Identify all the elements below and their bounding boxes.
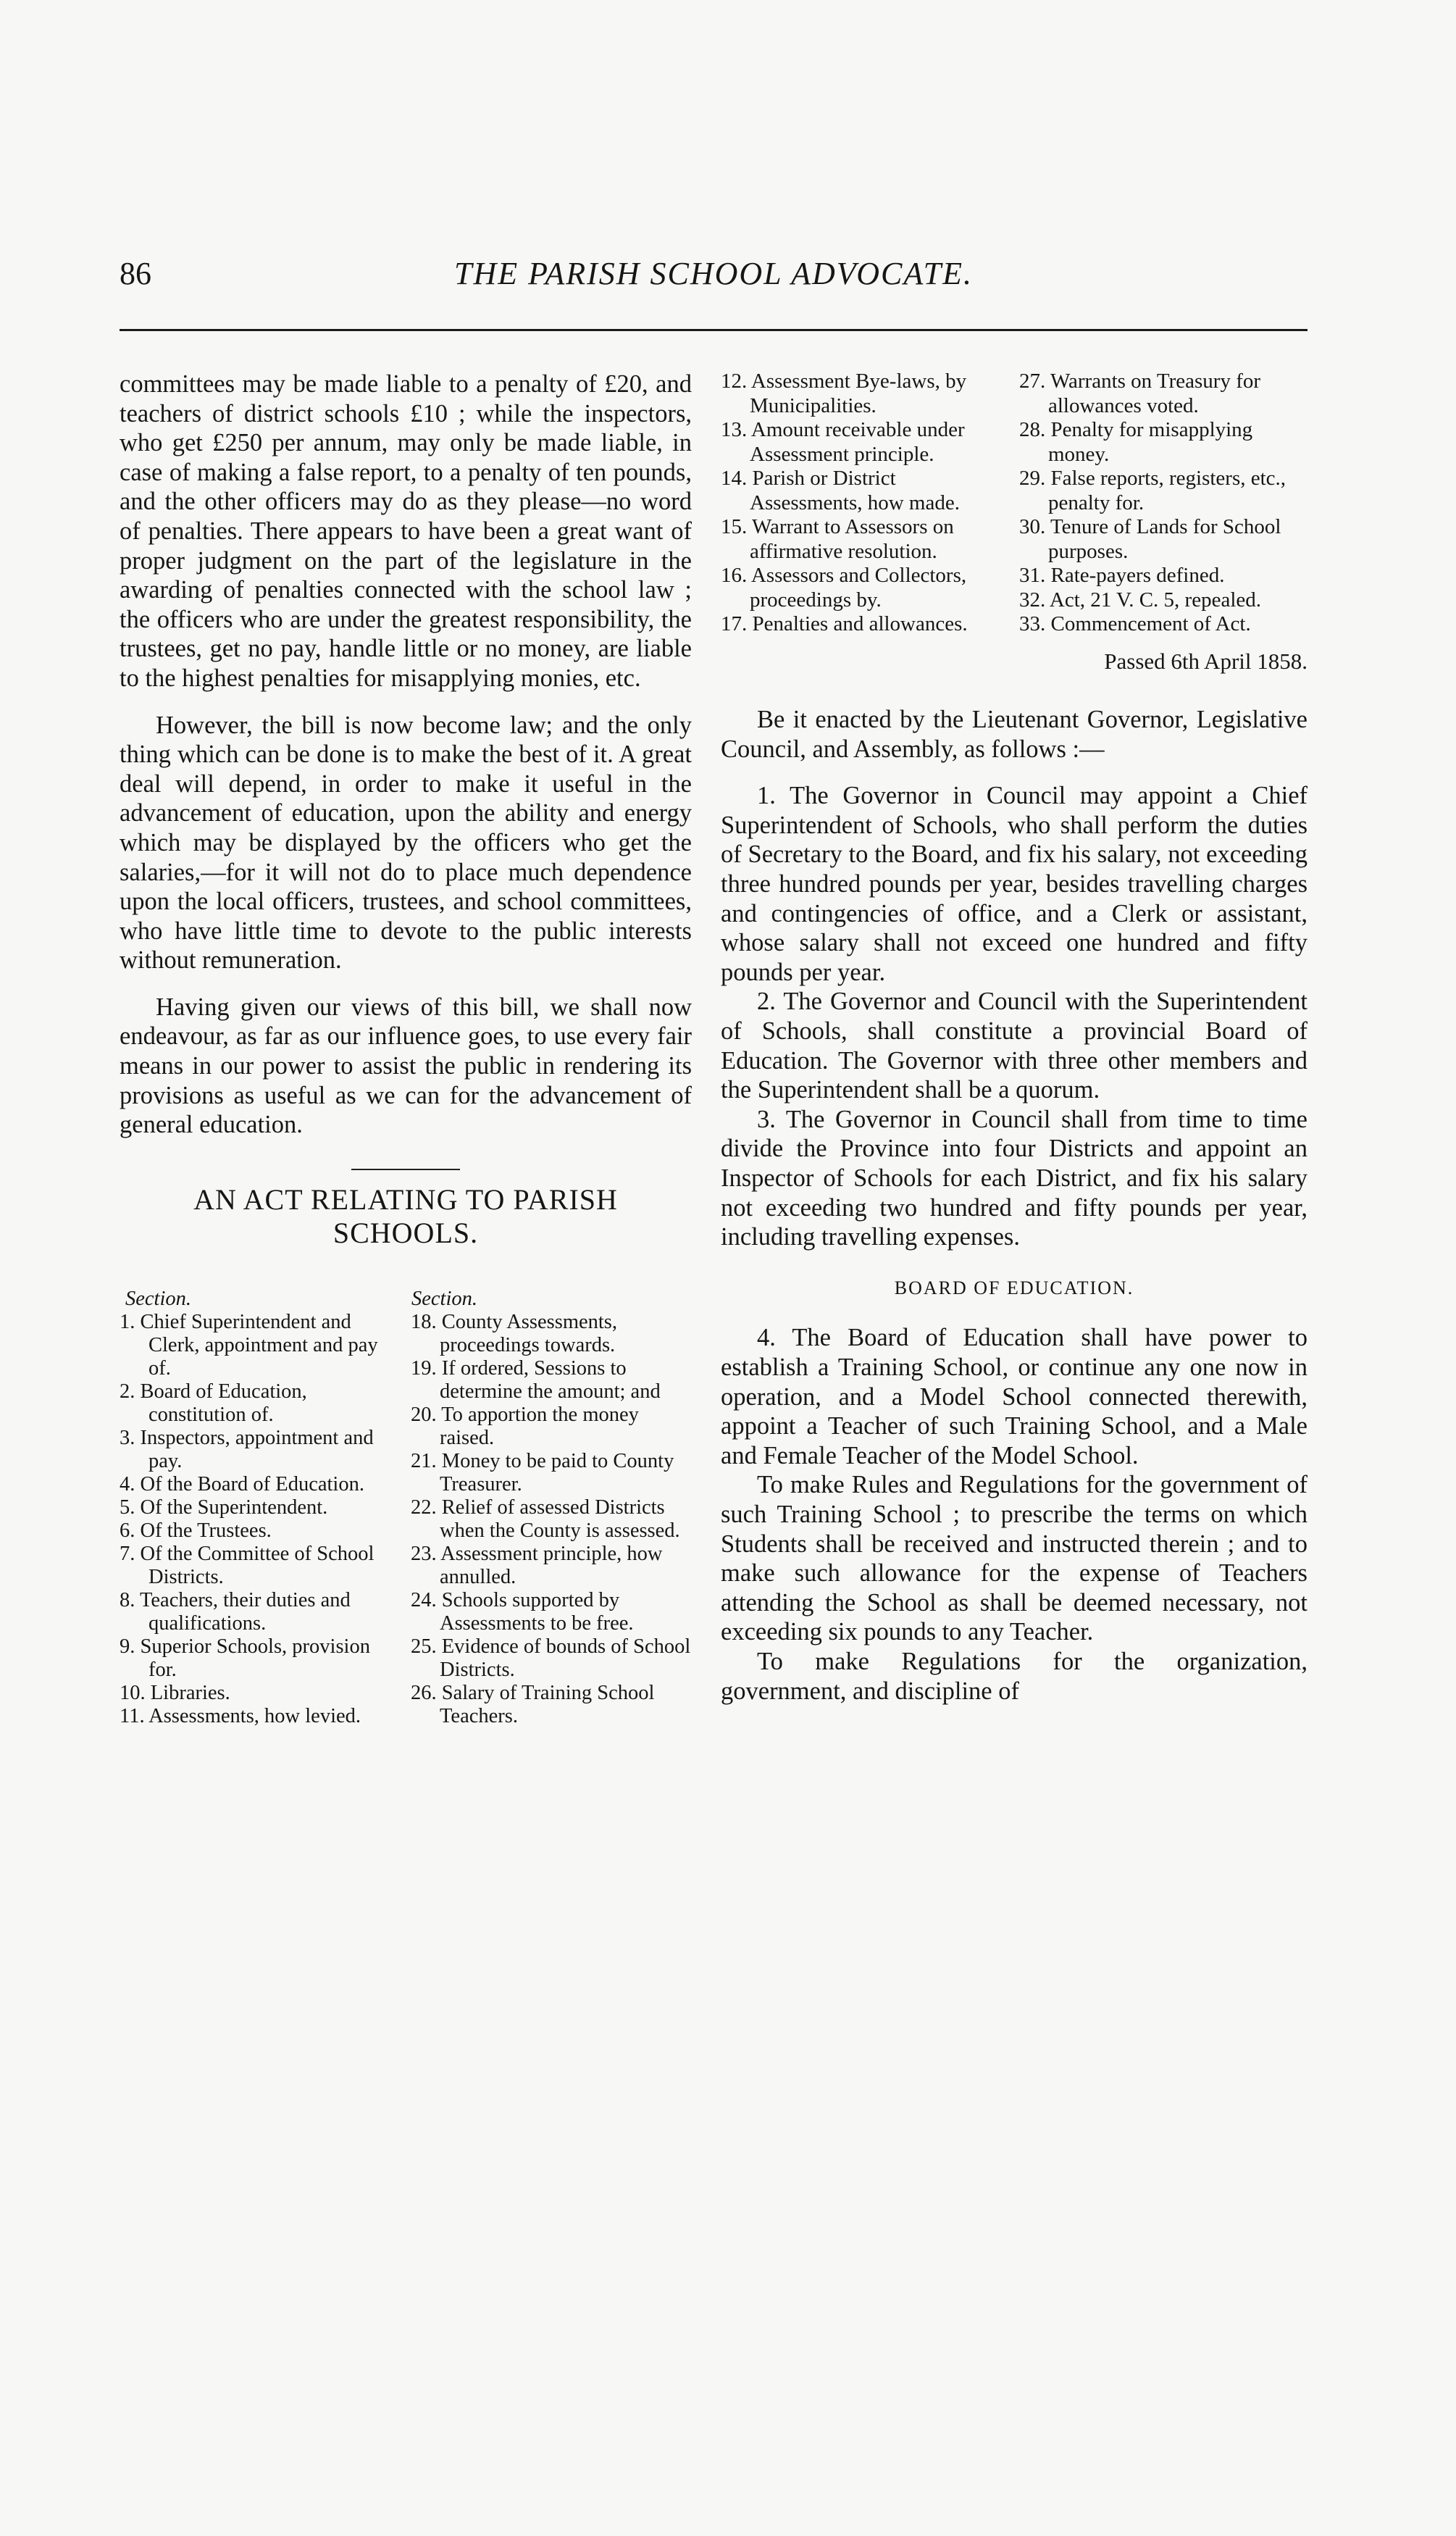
toc-item: 5. Of the Superintendent. xyxy=(120,1496,328,1519)
paragraph: 2. The Governor and Council with the Superintendent of Schools, shall constitute a provincial Board of Education. The Governor with three other members and the Superintendent shall be a quorum. xyxy=(721,988,1308,1104)
toc-item: 22. Relief of assessed Districts when the County is assessed. xyxy=(411,1496,680,1542)
toc-item: 12. Assessment Bye-laws, by Municipalities. xyxy=(721,370,967,417)
toc-column xyxy=(120,1311,401,1728)
page-number: 86 xyxy=(120,256,151,291)
act-title-line: SCHOOLS. xyxy=(332,1216,479,1249)
right-column xyxy=(721,370,1308,1706)
paragraph: However, the bill is now become law; and the only thing which can be done is to make the best of it. A great deal will depend, in order to make it useful in the advancement of education, upon the ability and energy which may be displayed by the officers who get the salaries,—for it will not do to place much dependence upon the local officers, trustees, and school committees, who have little time to devote to the public interests without remuneration. xyxy=(120,711,692,975)
toc-headings xyxy=(120,1288,692,1311)
paragraph: 4. The Board of Education shall have power to establish a Training School, or continue any one now in operation, and a Model School connected therewith, appoint a Teacher of such Training School, and a Male and Female Teacher of the Model School. xyxy=(721,1324,1308,1469)
act-title xyxy=(120,1183,692,1250)
paragraph: committees may be made liable to a penalty of £20, and teachers of district schools £10 ; while the inspectors, who get £250 per annum, may only be made liable, in case of making a false report, to a penalty of ten pounds, and the other officers may do as they please—no word of penalties. There appears to have been a great want of proper judgment on the part of the legislature in the awarding of penalties connected with the school law ; the officers who are under the greatest responsibility, the trustees, get no pay, handle little or no money, are liable to the highest penalties for misapplying monies, etc. xyxy=(120,370,692,692)
toc-item: 25. Evidence of bounds of School Districts. xyxy=(411,1635,691,1681)
toc-item: 24. Schools supported by Assessments to be free. xyxy=(411,1588,634,1635)
toc-item: 27. Warrants on Treasury for allowances voted. xyxy=(1019,370,1261,417)
table-of-contents-continued xyxy=(721,370,1308,637)
toc-heading: Section. xyxy=(411,1287,478,1310)
paragraph: To make Regulations for the organization, government, and discipline of xyxy=(721,1647,1308,1705)
running-title: THE PARISH SCHOOL ADVOCATE. xyxy=(454,256,973,291)
paragraph: To make Rules and Regulations for the government of such Training School ; to prescribe the terms on which Students shall be received and instructed therein ; and to make such allowance for the expense of Teachers attending the School as shall be deemed necessary, not exceeding six pounds to any Teacher. xyxy=(721,1471,1308,1646)
toc-item: 1. Chief Superintendent and Clerk, appointment and pay of. xyxy=(120,1310,378,1380)
toc-item: 13. Amount receivable under Assessment principle. xyxy=(721,418,965,466)
toc-column xyxy=(1019,370,1308,637)
toc-item: 28. Penalty for misapplying money. xyxy=(1019,418,1253,466)
table-of-contents xyxy=(120,1288,692,1728)
passed-date: Passed 6th April 1858. xyxy=(1104,648,1308,674)
toc-item: 33. Commencement of Act. xyxy=(1019,612,1251,635)
toc-item: 23. Assessment principle, how annulled. xyxy=(411,1542,663,1588)
toc-item: 16. Assessors and Collectors, proceedings by. xyxy=(721,564,967,612)
toc-item: 3. Inspectors, appointment and pay. xyxy=(120,1426,374,1472)
toc-item: 6. Of the Trustees. xyxy=(120,1519,272,1542)
toc-item: 9. Superior Schools, provision for. xyxy=(120,1635,370,1681)
toc-item: 29. False reports, registers, etc., penalty for. xyxy=(1019,467,1286,514)
toc-item: 17. Penalties and allowances. xyxy=(721,612,968,635)
toc-item: 32. Act, 21 V. C. 5, repealed. xyxy=(1019,588,1261,612)
toc-heading: Section. xyxy=(125,1287,192,1310)
toc-item: 4. Of the Board of Education. xyxy=(120,1472,364,1496)
section-heading: BOARD OF EDUCATION. xyxy=(894,1277,1134,1298)
toc-item: 21. Money to be paid to County Treasurer. xyxy=(411,1449,674,1496)
toc-item: 26. Salary of Training School Teachers. xyxy=(411,1681,655,1727)
toc-item: 20. To apportion the money raised. xyxy=(411,1403,639,1449)
section-separator xyxy=(351,1169,460,1170)
toc-item: 14. Parish or District Assessments, how made. xyxy=(721,467,960,514)
paragraph: 3. The Governor in Council shall from time to time divide the Province into four Districts and appoint an Inspector of Schools for each District, and fix his salary not exceeding two hundred and fifty pounds per year, including travelling expenses. xyxy=(721,1105,1308,1251)
toc-item: 2. Board of Education, constitution of. xyxy=(120,1380,307,1426)
toc-item: 18. County Assessments, proceedings towards. xyxy=(411,1310,618,1356)
paragraph: Be it enacted by the Lieutenant Governor, Legislative Council, and Assembly, as follows :— xyxy=(721,706,1308,763)
toc-item: 19. If ordered, Sessions to determine the amount; and xyxy=(411,1356,661,1403)
left-column xyxy=(120,370,692,1728)
toc-item: 11. Assessments, how levied. xyxy=(120,1704,361,1727)
toc-item: 7. Of the Committee of School Districts. xyxy=(120,1542,375,1588)
act-title-line: AN ACT RELATING TO PARISH xyxy=(193,1183,618,1216)
header-rule xyxy=(120,329,1308,331)
paragraph: Having given our views of this bill, we shall now endeavour, as far as our influence goes, to use every fair means in our power to assist the public in rendering its provisions as useful as we can for the advancement of general education. xyxy=(120,993,692,1139)
toc-item: 30. Tenure of Lands for School purposes. xyxy=(1019,515,1281,563)
toc-item: 15. Warrant to Assessors on affirmative resolution. xyxy=(721,515,954,563)
toc-column xyxy=(721,370,1009,637)
toc-item: 10. Libraries. xyxy=(120,1681,230,1704)
paragraph: 1. The Governor in Council may appoint a Chief Superintendent of Schools, who shall perform the duties of Secretary to the Board, and fix his salary, not exceeding three hundred pounds per year, besides travelling charges and contingencies of office, and a Clerk or assistant, whose salary shall not exceed one hundred and fifty pounds per year. xyxy=(721,782,1308,986)
toc-column xyxy=(411,1311,692,1728)
toc-item: 31. Rate-payers defined. xyxy=(1019,564,1225,587)
page-header xyxy=(120,255,1308,299)
toc-item: 8. Teachers, their duties and qualifications. xyxy=(120,1588,351,1635)
